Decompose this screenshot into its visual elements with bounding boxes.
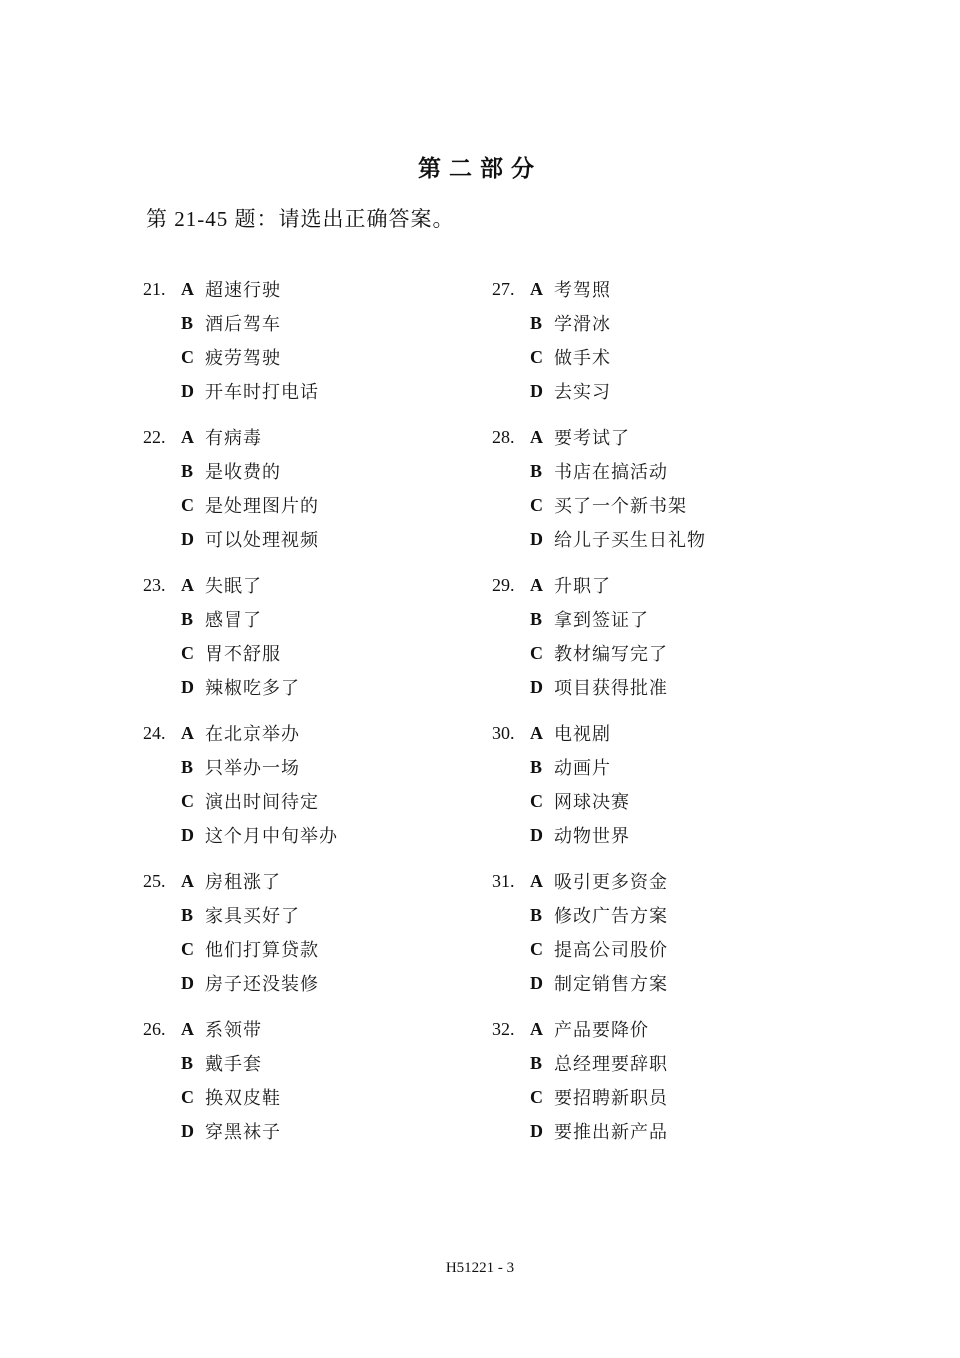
question-item — [492, 1015, 822, 1163]
answer-option — [181, 457, 281, 485]
answer-option — [181, 605, 262, 633]
answer-option — [181, 673, 300, 701]
option-text: 在北京举办 — [205, 724, 300, 745]
option-text: 做手术 — [554, 348, 611, 369]
answer-option — [530, 673, 668, 701]
option-letter: A — [181, 722, 194, 743]
option-letter: B — [181, 460, 194, 481]
option-letter: D — [181, 676, 194, 697]
option-letter: A — [530, 574, 543, 595]
option-letter: B — [181, 312, 194, 333]
option-text: 有病毒 — [205, 428, 262, 449]
question-number: 26. — [143, 1019, 166, 1039]
answer-option — [530, 787, 630, 815]
option-letter: D — [181, 972, 194, 993]
answer-option — [181, 719, 300, 747]
answer-option — [530, 719, 611, 747]
option-text: 穿黑袜子 — [205, 1122, 281, 1143]
option-text: 演出时间待定 — [205, 792, 319, 813]
question-number: 25. — [143, 871, 166, 891]
answer-option — [530, 605, 649, 633]
answer-option — [530, 377, 611, 405]
option-letter: B — [181, 904, 194, 925]
option-letter: C — [530, 346, 543, 367]
instruction-text: 第 21-45 题：请选出正确答案。 — [146, 207, 455, 231]
answer-option — [181, 753, 300, 781]
option-letter: D — [530, 972, 543, 993]
option-letter: C — [530, 494, 543, 515]
option-letter: A — [181, 278, 194, 299]
option-letter: D — [530, 824, 543, 845]
option-text: 辣椒吃多了 — [205, 678, 300, 699]
option-letter: A — [530, 1018, 543, 1039]
option-letter: B — [530, 1052, 543, 1073]
answer-option — [530, 525, 706, 553]
option-text: 感冒了 — [205, 610, 262, 631]
option-letter: B — [530, 756, 543, 777]
option-text: 提高公司股价 — [554, 940, 668, 961]
answer-option — [181, 1049, 262, 1077]
question-item — [143, 719, 473, 867]
option-text: 产品要降价 — [554, 1020, 649, 1041]
option-text: 给儿子买生日礼物 — [554, 530, 706, 551]
questions-right-column — [492, 275, 822, 1163]
question-number: 29. — [492, 575, 515, 595]
option-letter: D — [530, 528, 543, 549]
questions-left-column — [143, 275, 473, 1163]
answer-option — [181, 1117, 281, 1145]
option-letter: A — [530, 426, 543, 447]
option-text: 网球决赛 — [554, 792, 630, 813]
option-letter: A — [530, 278, 543, 299]
page-footer: H51221 - 3 — [445, 1260, 515, 1276]
option-letter: B — [181, 1052, 194, 1073]
option-letter: B — [530, 312, 543, 333]
answer-option — [530, 867, 668, 895]
option-letter: C — [530, 790, 543, 811]
question-number: 30. — [492, 723, 515, 743]
option-letter: C — [530, 1086, 543, 1107]
option-text: 超速行驶 — [205, 280, 281, 301]
answer-option — [530, 753, 611, 781]
option-text: 修改广告方案 — [554, 906, 668, 927]
option-text: 制定销售方案 — [554, 974, 668, 995]
answer-option — [530, 571, 611, 599]
question-item — [143, 275, 473, 423]
option-text: 可以处理视频 — [205, 530, 319, 551]
option-text: 是处理图片的 — [205, 496, 319, 517]
option-letter: C — [181, 938, 194, 959]
question-item — [143, 1015, 473, 1163]
option-text: 戴手套 — [205, 1054, 262, 1075]
option-text: 总经理要辞职 — [554, 1054, 668, 1075]
answer-option — [181, 275, 281, 303]
option-text: 要推出新产品 — [554, 1122, 668, 1143]
answer-option — [530, 343, 611, 371]
option-letter: D — [530, 380, 543, 401]
option-text: 疲劳驾驶 — [205, 348, 281, 369]
answer-option — [181, 1083, 281, 1111]
option-letter: C — [530, 938, 543, 959]
question-item — [492, 423, 822, 571]
option-letter: A — [530, 870, 543, 891]
option-letter: D — [181, 528, 194, 549]
answer-option — [181, 377, 319, 405]
option-text: 考驾照 — [554, 280, 611, 301]
question-number: 28. — [492, 427, 515, 447]
answer-option — [181, 969, 319, 997]
answer-option — [530, 1117, 668, 1145]
answer-option — [530, 309, 611, 337]
option-letter: A — [181, 1018, 194, 1039]
question-item — [492, 275, 822, 423]
question-number: 24. — [143, 723, 166, 743]
question-item — [143, 571, 473, 719]
answer-option — [530, 1015, 649, 1043]
question-number: 23. — [143, 575, 166, 595]
option-text: 升职了 — [554, 576, 611, 597]
option-text: 系领带 — [205, 1020, 262, 1041]
answer-option — [181, 309, 281, 337]
option-text: 动物世界 — [554, 826, 630, 847]
option-letter: B — [530, 904, 543, 925]
option-letter: A — [530, 722, 543, 743]
option-text: 书店在搞活动 — [554, 462, 668, 483]
answer-option — [181, 1015, 262, 1043]
answer-option — [181, 423, 262, 451]
option-letter: D — [181, 380, 194, 401]
answer-option — [181, 525, 319, 553]
option-letter: D — [530, 1120, 543, 1141]
option-letter: C — [530, 642, 543, 663]
option-text: 项目获得批准 — [554, 678, 668, 699]
answer-option — [530, 1083, 668, 1111]
option-letter: A — [181, 426, 194, 447]
option-text: 动画片 — [554, 758, 611, 779]
question-number: 27. — [492, 279, 515, 299]
answer-option — [530, 457, 668, 485]
option-text: 家具买好了 — [205, 906, 300, 927]
answer-option — [530, 275, 611, 303]
answer-option — [530, 935, 668, 963]
answer-option — [530, 1049, 668, 1077]
option-letter: B — [181, 756, 194, 777]
option-text: 换双皮鞋 — [205, 1088, 281, 1109]
option-text: 开车时打电话 — [205, 382, 319, 403]
answer-option — [181, 491, 319, 519]
answer-option — [530, 901, 668, 929]
answer-option — [181, 787, 319, 815]
option-letter: C — [181, 790, 194, 811]
option-text: 吸引更多资金 — [554, 872, 668, 893]
answer-option — [181, 867, 281, 895]
option-letter: D — [181, 1120, 194, 1141]
answer-option — [181, 639, 281, 667]
option-text: 酒后驾车 — [205, 314, 281, 335]
option-letter: B — [530, 460, 543, 481]
question-number: 22. — [143, 427, 166, 447]
option-text: 失眠了 — [205, 576, 262, 597]
answer-option — [181, 935, 319, 963]
option-letter: A — [181, 870, 194, 891]
question-item — [143, 867, 473, 1015]
option-text: 房租涨了 — [205, 872, 281, 893]
option-letter: C — [181, 494, 194, 515]
option-text: 学滑冰 — [554, 314, 611, 335]
answer-option — [181, 821, 338, 849]
option-text: 教材编写完了 — [554, 644, 668, 665]
option-text: 买了一个新书架 — [554, 496, 687, 517]
answer-option — [530, 491, 687, 519]
option-text: 要考试了 — [554, 428, 630, 449]
question-item — [492, 571, 822, 719]
answer-option — [181, 571, 262, 599]
option-letter: C — [181, 346, 194, 367]
option-letter: B — [181, 608, 194, 629]
option-text: 这个月中旬举办 — [205, 826, 338, 847]
option-letter: D — [181, 824, 194, 845]
question-number: 21. — [143, 279, 166, 299]
answer-option — [530, 423, 630, 451]
answer-option — [181, 343, 281, 371]
question-number: 32. — [492, 1019, 515, 1039]
option-text: 去实习 — [554, 382, 611, 403]
question-item — [492, 867, 822, 1015]
option-text: 他们打算贷款 — [205, 940, 319, 961]
option-text: 拿到签证了 — [554, 610, 649, 631]
answer-option — [530, 969, 668, 997]
option-letter: C — [181, 1086, 194, 1107]
option-text: 只举办一场 — [205, 758, 300, 779]
option-letter: B — [530, 608, 543, 629]
option-text: 要招聘新职员 — [554, 1088, 668, 1109]
option-letter: C — [181, 642, 194, 663]
option-letter: A — [181, 574, 194, 595]
answer-option — [530, 821, 630, 849]
question-number: 31. — [492, 871, 515, 891]
question-item — [143, 423, 473, 571]
option-text: 房子还没装修 — [205, 974, 319, 995]
answer-option — [181, 901, 300, 929]
answer-option — [530, 639, 668, 667]
option-letter: D — [530, 676, 543, 697]
question-item — [492, 719, 822, 867]
section-title: 第二部分 — [418, 156, 542, 182]
option-text: 胃不舒服 — [205, 644, 281, 665]
option-text: 电视剧 — [554, 724, 611, 745]
option-text: 是收费的 — [205, 462, 281, 483]
